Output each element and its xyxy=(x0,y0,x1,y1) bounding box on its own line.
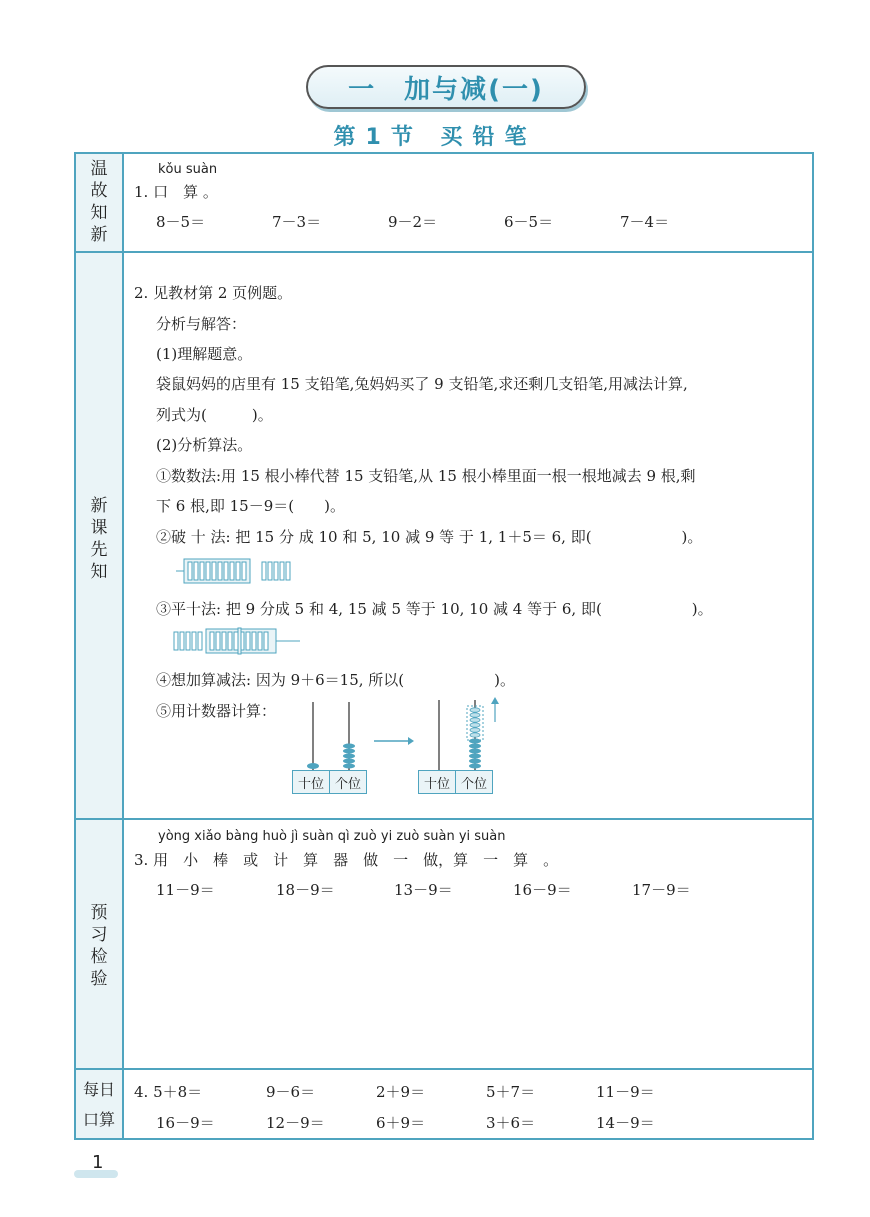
abacus-after xyxy=(418,696,510,772)
label-char: 故 xyxy=(90,180,108,201)
question-1: 1. 口 算 。 xyxy=(134,183,218,201)
label-char: 知 xyxy=(90,202,108,223)
exercise: 6＋9＝ xyxy=(376,1114,426,1132)
divider xyxy=(74,1068,814,1070)
ones-label: 个位 xyxy=(334,776,361,792)
method-1-b: 下 6 根,即 15－9＝( )。 xyxy=(156,497,345,515)
tens-label: 十位 xyxy=(419,771,456,793)
ones-label: 个位 xyxy=(460,776,487,792)
method-2: ②破 十 法: 把 15 分 成 10 和 5, 10 减 9 等 于 1, 1＋5＝ 6, 即( )。 xyxy=(156,528,703,546)
step-2: (2)分析算法。 xyxy=(156,436,253,454)
exercise: 4. 5＋8＝ xyxy=(134,1083,203,1101)
exercise: 16－9＝ xyxy=(513,881,572,899)
exercise: 12－9＝ xyxy=(266,1114,325,1132)
step-1-text: 袋鼠妈妈的店里有 15 支铅笔,兔妈妈买了 9 支铅笔,求还剩几支铅笔,用减法计算, xyxy=(156,375,688,393)
exercise: 8－5＝ xyxy=(156,213,206,231)
label-char: 预 xyxy=(90,903,108,923)
exercise: 14－9＝ xyxy=(596,1114,655,1132)
step-1: (1)理解题意。 xyxy=(156,345,253,363)
label-char: 新 xyxy=(90,496,108,516)
label-char: 验 xyxy=(90,969,108,989)
label-char: 先 xyxy=(90,540,108,560)
pinyin-line: kǒu suàn xyxy=(158,162,218,177)
exercise: 2＋9＝ xyxy=(376,1083,426,1101)
analysis-heading: 分析与解答： xyxy=(156,315,247,333)
label-check xyxy=(74,902,124,990)
sticks-illustration xyxy=(172,626,302,656)
place-value-box xyxy=(292,770,367,794)
place-value-box xyxy=(418,770,493,794)
label-char: 检 xyxy=(90,947,108,967)
section-title: 第1节 买铅笔 xyxy=(333,125,537,150)
question-3: 3. 用 小 棒 或 计 算 器 做 一 做，算 一 算 。 xyxy=(134,851,559,869)
label-char: 习 xyxy=(90,925,108,945)
step-1-formula: 列式为( )。 xyxy=(156,406,273,424)
exercise: 9－2＝ xyxy=(388,213,438,231)
exercise: 7－4＝ xyxy=(620,213,670,231)
method-3: ③平十法: 把 9 分成 5 和 4, 15 减 5 等于 10, 10 减 4 等于 6, 即( )。 xyxy=(156,600,713,618)
method-4: ④想加算减法: 因为 9＋6＝15, 所以( )。 xyxy=(156,671,516,689)
chapter-title: 一 加与减(一) xyxy=(306,65,586,109)
exercise: 17－9＝ xyxy=(632,881,691,899)
divider xyxy=(74,818,814,820)
tens-label: 十位 xyxy=(293,771,330,793)
label-char: 知 xyxy=(90,562,108,582)
label-row: 口算 xyxy=(82,1110,115,1129)
label-char: 新 xyxy=(90,224,108,245)
exercise: 16－9＝ xyxy=(156,1114,215,1132)
label-daily xyxy=(74,1072,124,1138)
question-2: 2. 见教材第 2 页例题。 xyxy=(134,284,293,302)
divider xyxy=(74,251,814,253)
abacus-before xyxy=(292,700,372,772)
exercise: 3＋6＝ xyxy=(486,1114,536,1132)
method-1-a: ①数数法:用 15 根小棒代替 15 支铅笔,从 15 根小棒里面一根一根地减去 9 根,剩 xyxy=(156,467,696,485)
exercise: 18－9＝ xyxy=(276,881,335,899)
arrow-right-icon xyxy=(374,734,414,748)
label-char: 课 xyxy=(90,518,108,538)
label-row: 每日 xyxy=(82,1080,115,1099)
label-char: 温 xyxy=(90,158,108,179)
exercise: 7－3＝ xyxy=(272,213,322,231)
sticks-illustration xyxy=(176,556,298,586)
method-5: ⑤用计数器计算： xyxy=(156,702,277,720)
pinyin-line: yòng xiǎo bàng huò jì suàn qì zuò yi zuò suàn yi suàn xyxy=(158,829,506,844)
label-new xyxy=(74,495,124,583)
exercise: 5＋7＝ xyxy=(486,1083,536,1101)
label-review xyxy=(74,152,124,251)
exercise: 9－6＝ xyxy=(266,1083,316,1101)
exercise: 13－9＝ xyxy=(394,881,453,899)
page-number xyxy=(74,1152,118,1178)
exercise: 11－9＝ xyxy=(156,881,215,899)
exercise: 11－9＝ xyxy=(596,1083,655,1101)
exercise: 6－5＝ xyxy=(504,213,554,231)
page-number-text: 1 xyxy=(92,1152,104,1173)
